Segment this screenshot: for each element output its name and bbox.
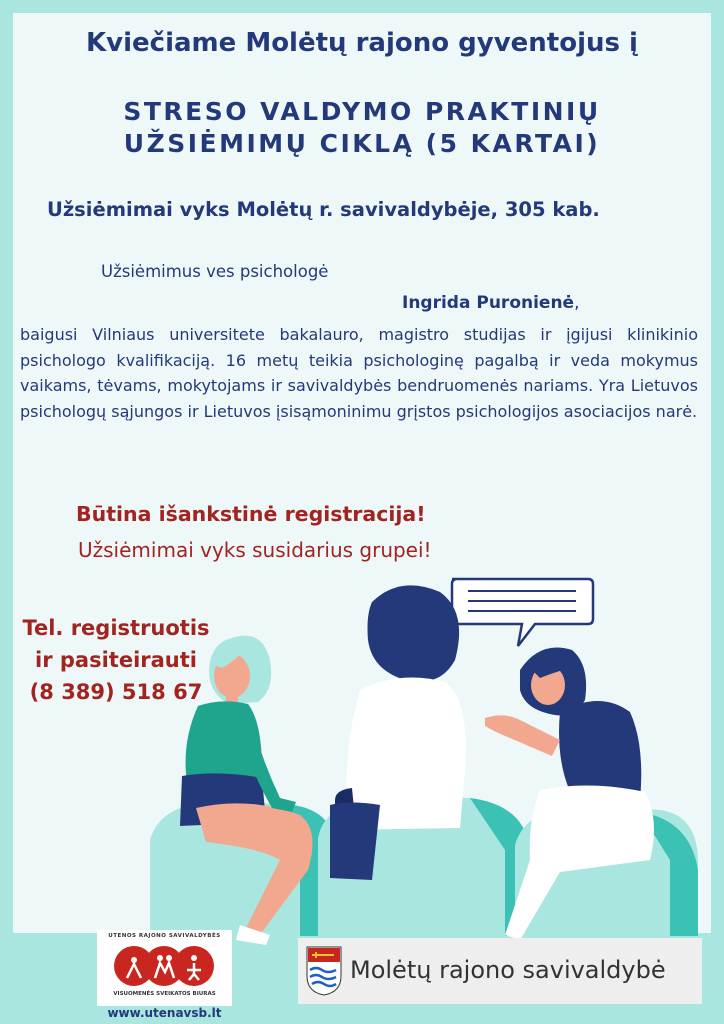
registration-group-note: Užsiėmimai vyks susidarius grupei! — [78, 538, 432, 562]
coat-of-arms-icon — [306, 946, 342, 996]
lecturer-name: Ingrida Puronienė — [402, 293, 575, 313]
health-bureau-logo — [97, 930, 232, 1006]
registration-required: Būtina išankstinė registracija! — [76, 502, 426, 526]
contact-line2: ir pasiteirauti — [35, 648, 197, 672]
logo1-bottom-text: VISUOMENĖS SVEIKATOS BIURAS — [113, 991, 216, 997]
contact-line1: Tel. registruotis — [22, 616, 210, 640]
municipality-name: Molėtų rajono savivaldybė — [350, 956, 666, 984]
invite-heading: Kviečiame Molėtų rajono gyventojus į — [86, 28, 638, 58]
lecturer-intro: Užsiėmimus ves psichologė — [101, 262, 329, 281]
contact-block — [16, 612, 216, 708]
lecturer-name-suffix: , — [574, 293, 580, 313]
event-title-line2: UŽSIĖMIMŲ CIKLĄ (5 KARTAI) — [123, 129, 601, 158]
website-link[interactable]: www.utenavsb.lt — [107, 1006, 222, 1020]
lecturer-name-line — [402, 293, 580, 313]
lecturer-bio: baigusi Vilniaus universitete bakalauro, magistro studijas ir įgijusi klinikinio psichologo kvalifikaciją. 16 metų teikia psichologinę pagalbą ir veda mokymus vaikams, tėvams, mokytojams ir savivaldybės bendruomenės nariams. Yra Lietuvos psichologų sąjungos ir Lietuvos įsisąmoninimu grįstos psichologijos asociacijos narė. — [20, 325, 698, 421]
event-title — [0, 96, 724, 160]
speech-bubble-icon — [452, 579, 593, 646]
location-text: Užsiėmimai vyks Molėtų r. savivaldybėje, 305 kab. — [47, 198, 600, 221]
municipality-logo — [298, 938, 702, 1004]
logo1-top-text: UTENOS RAJONO SAVIVALDYBĖS — [108, 933, 221, 939]
contact-phone: (8 389) 518 67 — [29, 680, 203, 704]
event-title-line1: STRESO VALDYMO PRAKTINIŲ — [123, 97, 601, 126]
